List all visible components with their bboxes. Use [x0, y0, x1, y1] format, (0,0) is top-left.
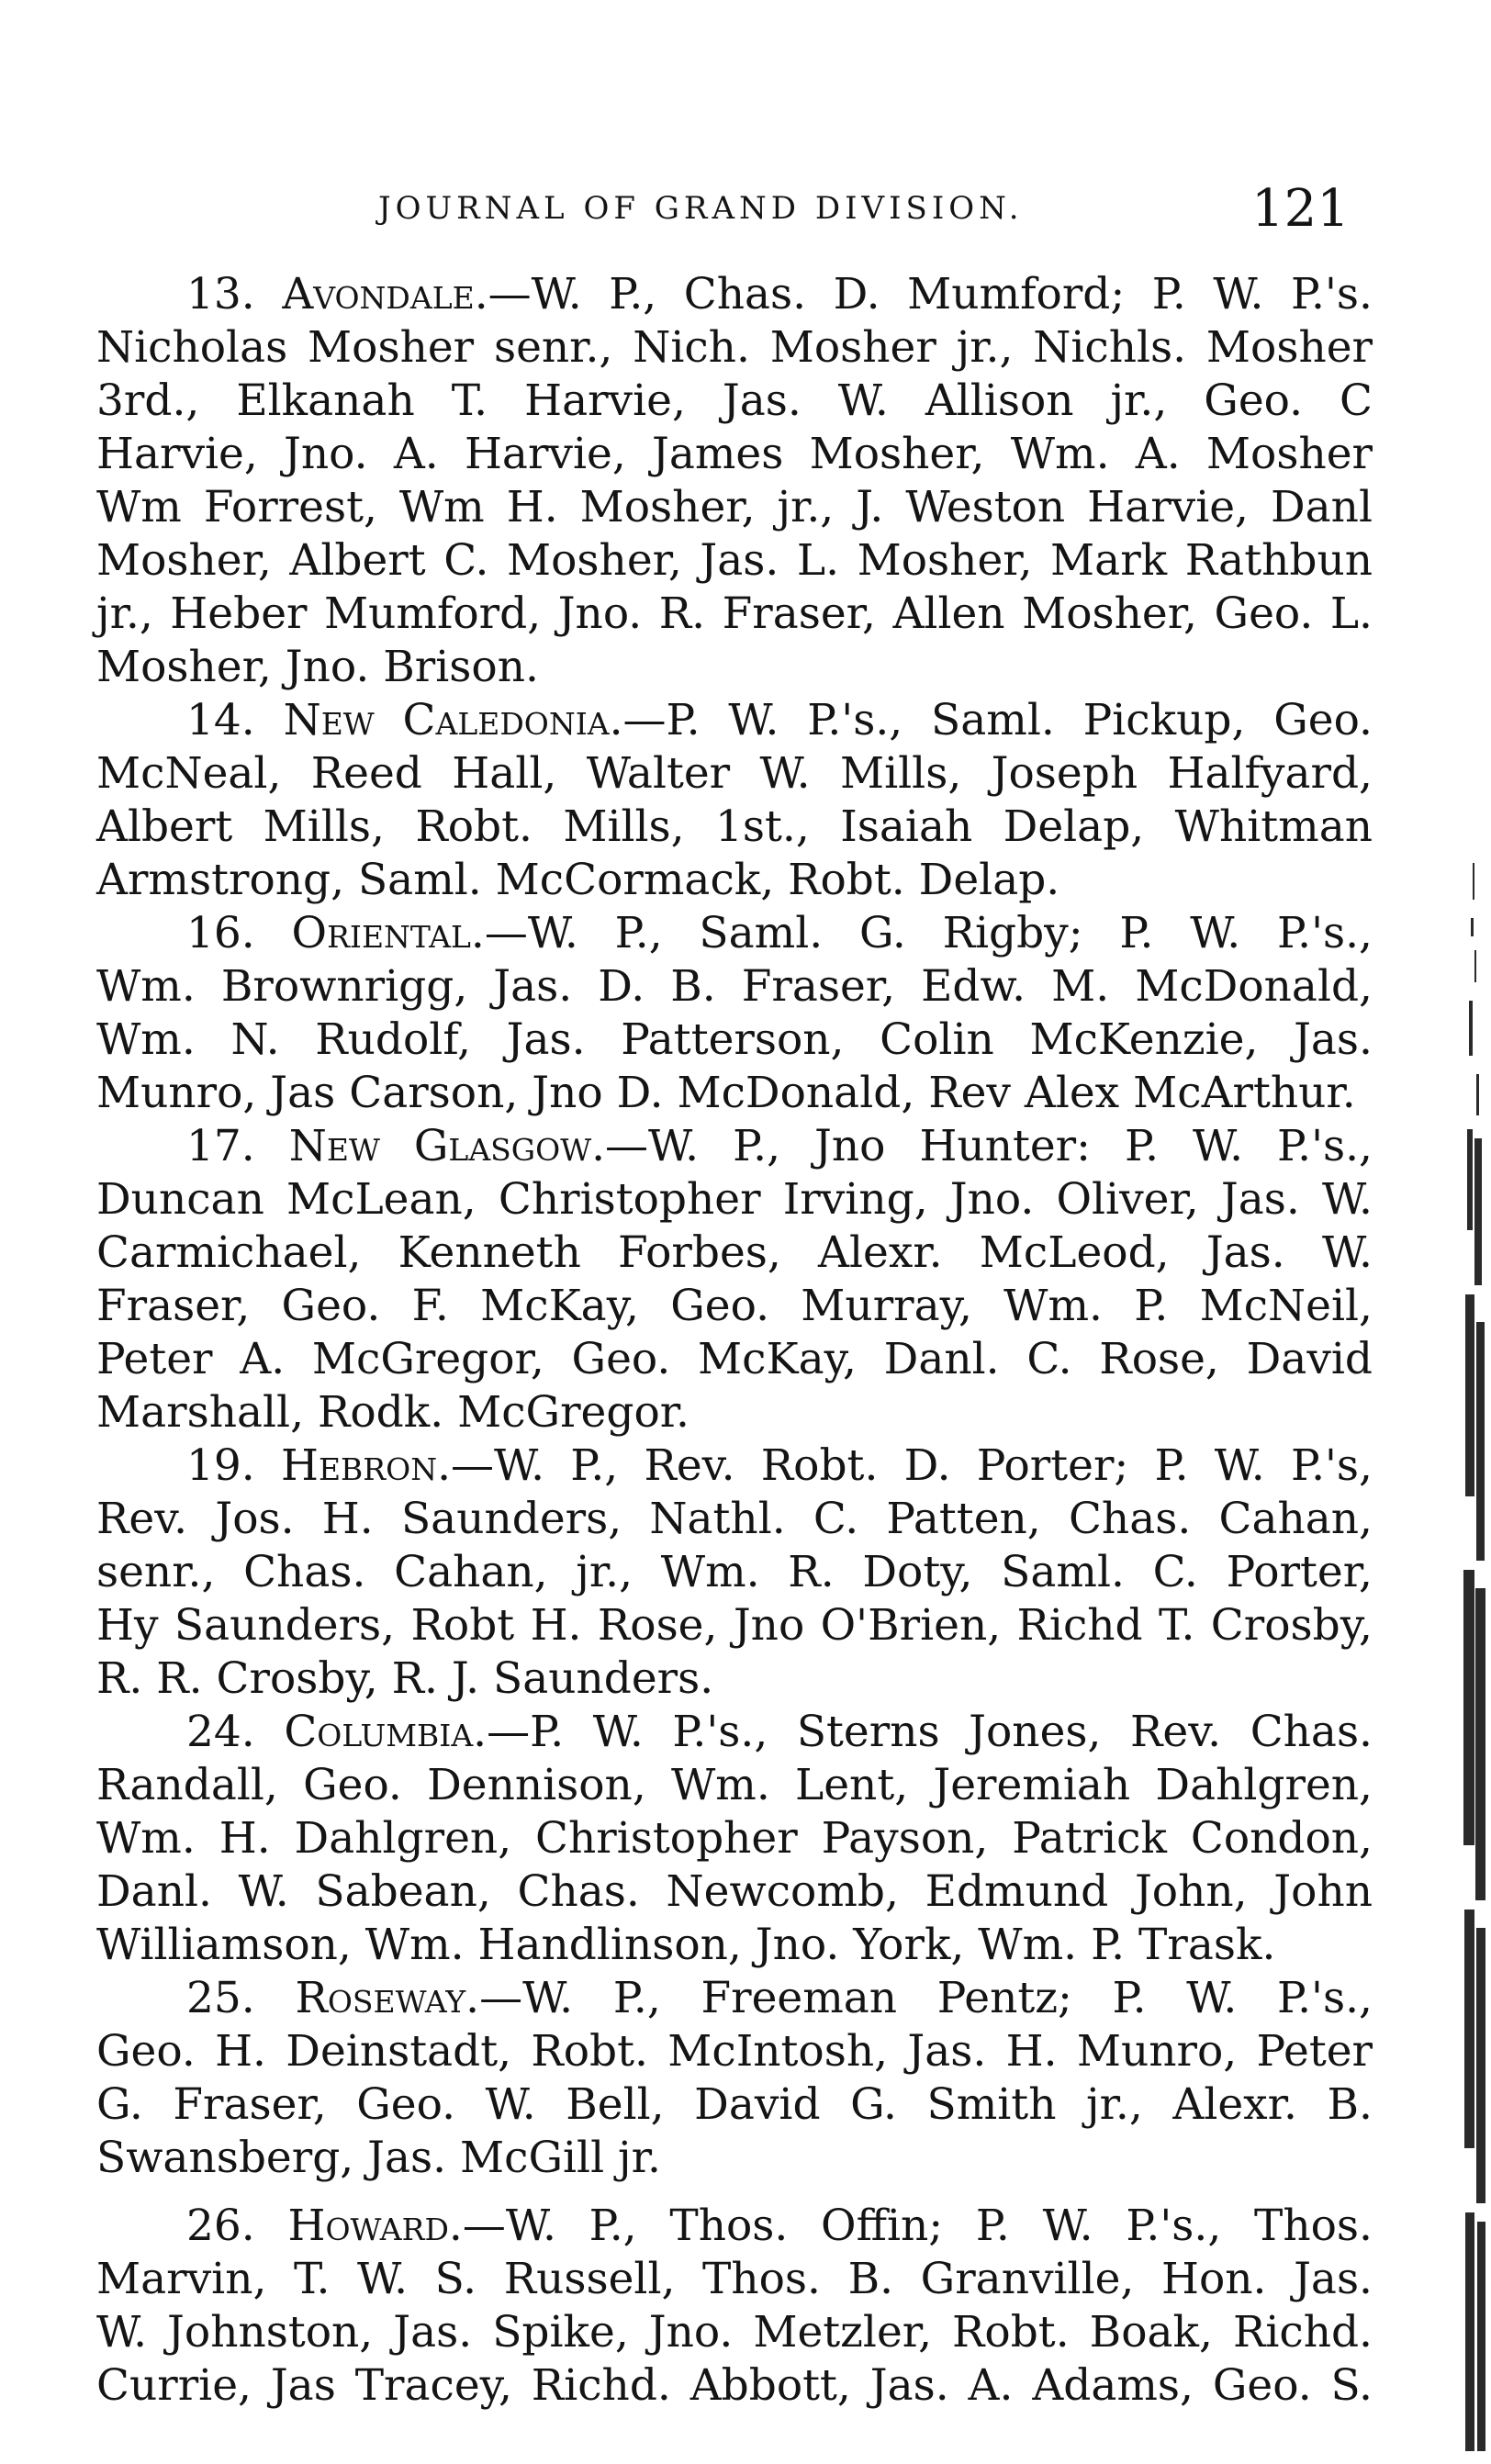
division-number: 26. [186, 2201, 255, 2251]
division-name: Oriental. [291, 908, 485, 958]
body-text [96, 268, 1373, 2413]
entry-line: Albert Mills, Robt. Mills, 1st., Isaiah Delap, Whitman [96, 801, 1373, 852]
division-entry-howard [96, 2200, 1373, 2413]
entry-line: —W. P., Chas. D. Mumford; P. W. P.'s. [488, 269, 1373, 319]
division-number: 13. [186, 269, 255, 319]
division-number: 14. [186, 695, 255, 745]
division-name: Roseway. [295, 1973, 480, 2023]
entry-line: Mosher, Albert C. Mosher, Jas. L. Mosher, Mark Rathbun [96, 535, 1373, 586]
entry-line: McNeal, Reed Hall, Walter W. Mills, Joseph Halfyard, [96, 748, 1373, 799]
entry-first-line [96, 1706, 1373, 1759]
entry-first-line [96, 1972, 1373, 2025]
entry-line: Harvie, Jno. A. Harvie, James Mosher, Wm. A. Mosher [96, 429, 1373, 479]
division-name: Columbia. [284, 1707, 488, 1757]
entry-line: —P. W. P.'s., Sterns Jones, Rev. Chas. [487, 1707, 1373, 1757]
entry-line: Wm Forrest, Wm H. Mosher, jr., J. Weston Harvie, Danl [96, 482, 1373, 532]
entry-first-line [96, 1120, 1373, 1173]
entry-first-line [96, 1439, 1373, 1493]
entry-line: Armstrong, Saml. McCormack, Robt. Delap. [96, 855, 1060, 905]
division-name: Hebron. [280, 1440, 452, 1491]
entry-line: —W. P., Freeman Pentz; P. W. P.'s., [479, 1973, 1373, 2023]
entry-line: Williamson, Wm. Handlinson, Jno. York, Wm. P. Trask. [96, 1920, 1276, 1970]
division-name: New Caledonia. [283, 695, 623, 745]
entry-line: jr., Heber Mumford, Jno. R. Fraser, Allen Mosher, Geo. L. [96, 588, 1373, 639]
division-number: 24. [186, 1707, 255, 1757]
binding-edge-scan-artifact [1460, 863, 1491, 2460]
entry-first-line [96, 2200, 1373, 2253]
division-entry-columbia [96, 1706, 1373, 1972]
division-number: 16. [186, 908, 255, 958]
entry-line: Hy Saunders, Robt H. Rose, Jno O'Brien, Richd T. Crosby, [96, 1600, 1373, 1651]
entry-line: Randall, Geo. Dennison, Wm. Lent, Jeremiah Dahlgren, [96, 1760, 1373, 1810]
entry-line: 3rd., Elkanah T. Harvie, Jas. W. Allison jr., Geo. C [96, 375, 1373, 426]
entry-line: Danl. W. Sabean, Chas. Newcomb, Edmund John, John [96, 1866, 1373, 1917]
entry-line: Swansberg, Jas. McGill jr. [96, 2133, 661, 2183]
entry-line: Carmichael, Kenneth Forbes, Alexr. McLeod, Jas. W. [96, 1227, 1373, 1278]
entry-line: —P. W. P.'s., Saml. Pickup, Geo. [622, 695, 1373, 745]
entry-line: Fraser, Geo. F. McKay, Geo. Murray, Wm. P. McNeil, [96, 1281, 1373, 1331]
entry-line: Rev. Jos. H. Saunders, Nathl. C. Patten, Chas. Cahan, [96, 1494, 1373, 1544]
entry-line: Marvin, T. W. S. Russell, Thos. B. Granville, Hon. Jas. [96, 2254, 1373, 2304]
division-entry-new-caledonia [96, 694, 1373, 907]
division-name: Howard. [287, 2201, 463, 2251]
entry-line: G. Fraser, Geo. W. Bell, David G. Smith jr., Alexr. B. [96, 2079, 1373, 2130]
entry-line: —W. P., Jno Hunter: P. W. P.'s., [605, 1121, 1373, 1171]
entry-first-line [96, 268, 1373, 321]
division-entry-avondale [96, 268, 1373, 694]
division-name: New Glasgow. [288, 1121, 606, 1171]
entry-line: Peter A. McGregor, Geo. McKay, Danl. C. Rose, David [96, 1334, 1373, 1384]
entry-line: senr., Chas. Cahan, jr., Wm. R. Doty, Saml. C. Porter, [96, 1547, 1373, 1597]
entry-first-line [96, 694, 1373, 747]
division-name: Avondale. [282, 269, 488, 319]
entry-line: Wm. Brownrigg, Jas. D. B. Fraser, Edw. M. McDonald, [96, 961, 1373, 1012]
running-title: JOURNAL OF GRAND DIVISION. [378, 190, 1024, 227]
entry-line: Wm. N. Rudolf, Jas. Patterson, Colin McKenzie, Jas. [96, 1014, 1373, 1065]
division-entry-new-glasgow [96, 1120, 1373, 1439]
division-entry-hebron [96, 1439, 1373, 1706]
entry-line: Nicholas Mosher senr., Nich. Mosher jr., Nichls. Mosher [96, 322, 1373, 373]
entry-line: Duncan McLean, Christopher Irving, Jno. Oliver, Jas. W. [96, 1174, 1373, 1225]
entry-line: R. R. Crosby, R. J. Saunders. [96, 1653, 714, 1704]
division-number: 25. [186, 1973, 255, 2023]
entry-line: —W. P., Thos. Offin; P. W. P.'s., Thos. [462, 2201, 1373, 2251]
running-head [0, 179, 1491, 239]
entry-line: Currie, Jas Tracey, Richd. Abbott, Jas. A. Adams, Geo. S. [96, 2360, 1373, 2411]
entry-first-line [96, 907, 1373, 960]
entry-line: Mosher, Jno. Brison. [96, 642, 539, 692]
division-number: 17. [186, 1121, 255, 1171]
entry-line: W. Johnston, Jas. Spike, Jno. Metzler, Robt. Boak, Richd. [96, 2307, 1373, 2358]
entry-line: Marshall, Rodk. McGregor. [96, 1387, 689, 1438]
entry-line: —W. P., Saml. G. Rigby; P. W. P.'s., [484, 908, 1373, 958]
entry-line: —W. P., Rev. Robt. D. Porter; P. W. P.'s, [451, 1440, 1373, 1491]
entry-line: Munro, Jas Carson, Jno D. McDonald, Rev Alex McArthur. [96, 1068, 1356, 1118]
division-entry-roseway [96, 1972, 1373, 2185]
division-number: 19. [186, 1440, 255, 1491]
page-number: 121 [1251, 179, 1350, 239]
entry-line: Geo. H. Deinstadt, Robt. McIntosh, Jas. H. Munro, Peter [96, 2026, 1373, 2077]
entry-line: Wm. H. Dahlgren, Christopher Payson, Patrick Condon, [96, 1813, 1373, 1864]
division-entry-oriental [96, 907, 1373, 1120]
